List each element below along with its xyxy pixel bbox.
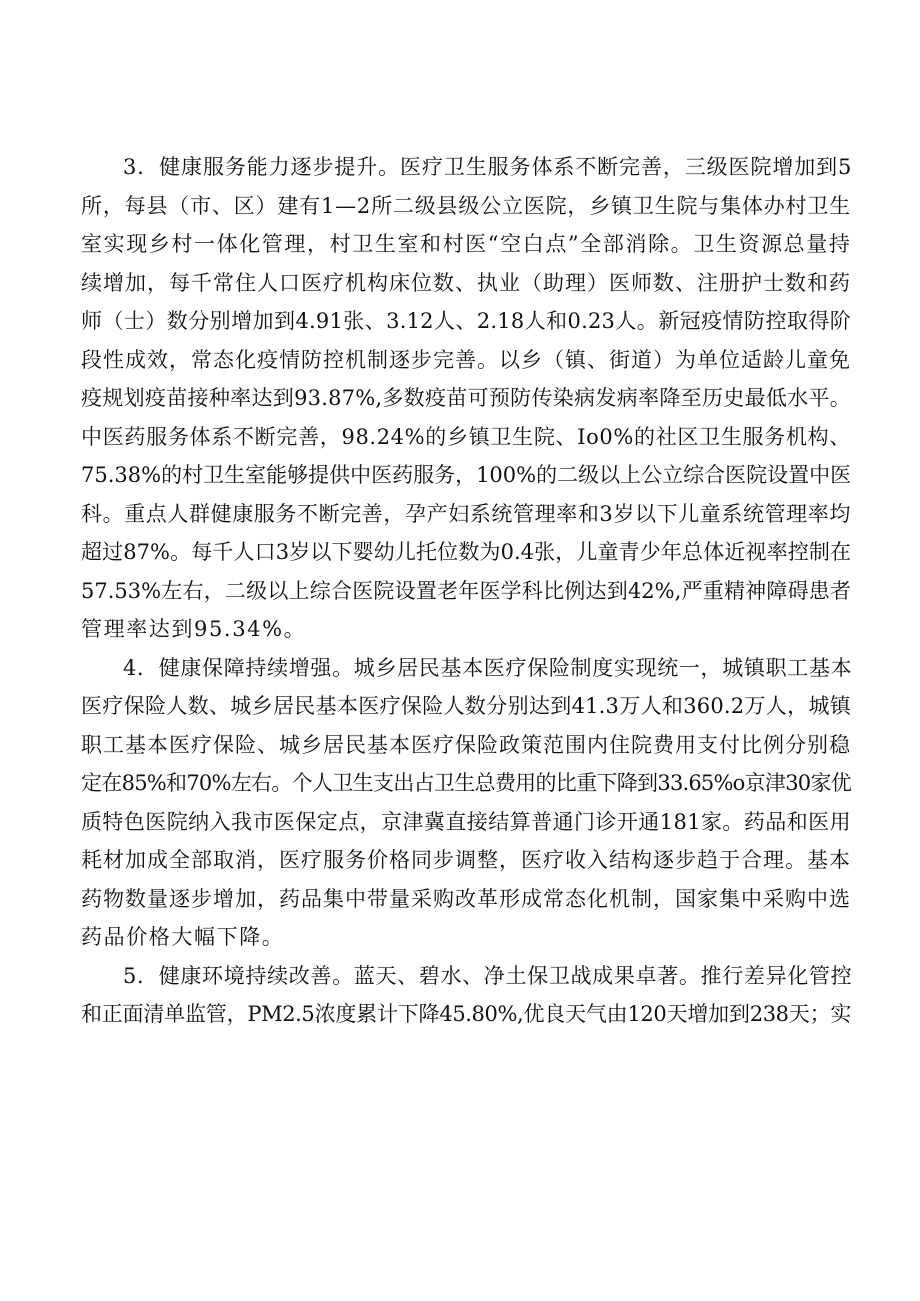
text-line: 医疗保险人数、城乡居民基本医疗保险人数分别达到41.3万人和360.2万人，城镇 (81, 694, 851, 718)
text-line: 4．健康保障持续增强。城乡居民基本医疗保险制度实现统一，城镇职工基本 (123, 655, 851, 680)
text-line: 和正面清单监管，PM2.5浓度累计下降45.80%,优良天气由120天增加到238天；实 (81, 1002, 851, 1026)
text-line: 定在85%和70%左右。个人卫生支出占卫生总费用的比重下降到33.65%o京津30家优 (81, 771, 851, 795)
text-line: 质特色医院纳入我市医保定点，京津冀直接结算普通门诊开通181家。药品和医用 (81, 809, 851, 834)
text-line: 57.53%左右，二级以上综合医院设置老年医学科比例达到42%,严重精神障碍患者 (81, 578, 851, 603)
text-line: 管理率达到95.34%。 (81, 617, 307, 641)
text-line: 药物数量逐步增加，药品集中带量采购改革形成常态化机制，国家集中采购中选 (81, 886, 851, 911)
text-line: 药品价格大幅下降。 (81, 925, 285, 949)
paragraph-health-environment (81, 957, 851, 1034)
text-line: 职工基本医疗保险、城乡居民基本医疗保险政策范围内住院费用支付比例分别稳 (81, 732, 851, 757)
paragraph-health-service-capacity (81, 148, 851, 649)
text-line: 3．健康服务能力逐步提升。医疗卫生服务体系不断完善，三级医院增加到5 (123, 155, 851, 179)
text-line: 续增加，每千常住人口医疗机构床位数、执业（助理）医师数、注册护士数和药 (81, 270, 851, 295)
paragraph-health-security (81, 649, 851, 957)
text-line: 段性成效，常态化疫情防控机制逐步完善。以乡（镇、街道）为单位适龄儿童免 (81, 347, 851, 372)
document-body (81, 148, 851, 1034)
text-line: 5．健康环境持续改善。蓝天、碧水、净土保卫战成果卓著。推行差异化管控 (123, 963, 851, 988)
text-line: 中医药服务体系不断完善，98.24%的乡镇卫生院、Io0%的社区卫生服务机构、 (81, 424, 851, 449)
text-line: 科。重点人群健康服务不断完善，孕产妇系统管理率和3岁以下儿童系统管理率均 (81, 501, 851, 526)
text-line: 师（士）数分别增加到4.91张、3.12人、2.18人和0.23人。新冠疫情防控取得阶 (81, 309, 851, 333)
text-line: 所，每县（市、区）建有1—2所二级县级公立医院，乡镇卫生院与集体办村卫生 (81, 193, 851, 218)
text-line: 75.38%的村卫生室能够提供中医药服务，100%的二级以上公立综合医院设置中医 (81, 463, 851, 487)
text-line: 疫规划疫苗接种率达到93.87%,多数疫苗可预防传染病发病率降至历史最低水平。 (81, 386, 851, 410)
text-line: 超过87%。每千人口3岁以下婴幼儿托位数为0.4张，儿童青少年总体近视率控制在 (81, 540, 851, 564)
text-line: 耗材加成全部取消，医疗服务价格同步调整，医疗收入结构逐步趋于合理。基本 (81, 848, 851, 872)
text-line: 室实现乡村一体化管理，村卫生室和村医“空白点”全部消除。卫生资源总量持 (81, 232, 851, 256)
